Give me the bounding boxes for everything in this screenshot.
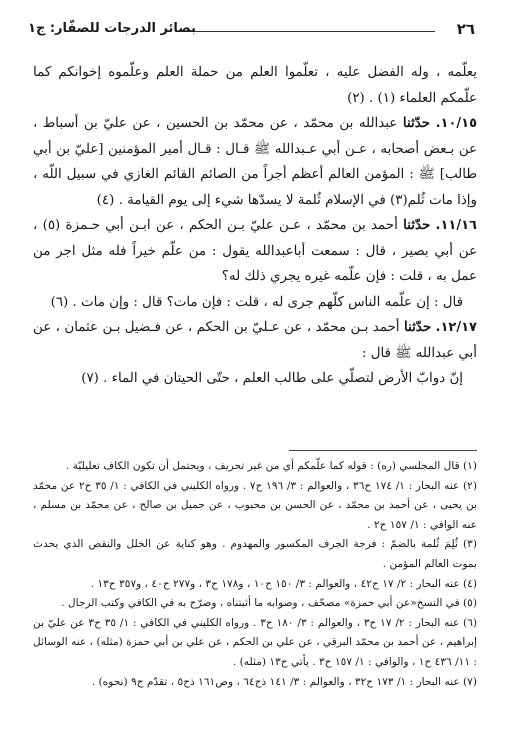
page-header: [28, 20, 475, 44]
hadith-tail: (٣) في الإسلام ثُلمة لا يسدّها شيء إلى يوم القيامة . (٤): [96, 192, 408, 208]
page-number: ٢٦: [456, 20, 475, 38]
footnotes: [33, 457, 477, 692]
hadith-16: [33, 213, 477, 290]
footnote: (١) قال المجلسي (ره) : قوله كما علّمكم أي من غير تحريف ، ويحتمل أن تكون الكاف تعليليّة .: [66, 460, 477, 472]
intro-text: يعلّمه ، وله الفضل عليه ، تعلّموا العلم من حملة العلم وعلّموه إخوانكم كما علّمكم العلماء: [33, 65, 477, 106]
footnote-separator: [289, 450, 477, 451]
hadith-number: ١١/١٦.: [435, 218, 477, 233]
footnote: (٣) ثُلِمَ ثُلمة بالضمّ : فرجة الجرف المكسور والمهدوم . وهو كناية عن الخلل والنقص الذي يحدث بموت العالم المؤمن .: [33, 538, 477, 570]
hadith-keyword: حدّثنا: [403, 217, 431, 233]
hadith-text: أحمد بـن محمّد ، عن عـليّ بن الحكم ، عن فـضيل بـن عثمان ، عن أبي عبدالله ﷺ قال :: [33, 320, 477, 361]
footnote: (٤) عنه البحار : ٢/ ١٧ ح٤٢ ، والعوالم : ٣/ ١٥٠ ح١٠ ، و١٧٨ ح٣ ، و٢٧٧ ح٤٠ ، و٣٥٧ ح١٣ .: [90, 577, 477, 590]
footnote: (٢) عنه البحار : ١/ ١٧٤ ح٣٦ ، والعوالم : ٣/ ١٩٦ ح٧ . ورواه الكليني في الكافي : ١/ ٣٥ ح٢ عن محمّد بن يحيى ، عن أحمد بن محمّد ، عن الحسن بن محبوب ، عن جميل بن صالح ، عن محمّد بن مسلم ، عنه الوافي : ١/ ١٥٧ ح٢ .: [33, 479, 478, 531]
intro-paragraph: [33, 60, 477, 111]
hadith-text: أحمد بن محمّد ، عـن عليّ بـن الحكم ، عن ابـن أبي حـمزة (٥) ، عن أبي بصير ، قال : سمعت أباعبدالله يقول : من علّم خيراً فله مثل اجر من عمل به ، قلت : فإن علّمه غيره يجري ذلك له؟: [33, 218, 477, 284]
hadith-17-quote: إنّ دوابّ الأرض لتصلّي على طالب العلم ، حتّى الحيتان في الماء . (٧): [81, 371, 463, 386]
hadith-number: ١٢/١٧.: [435, 320, 477, 335]
main-text: [33, 60, 477, 392]
footnote: (٥) في النسخ«عن أبي حمزة» مصحّف ، وصوابه ما أثبتناه ، وصرّح به في الكافي وكتب الرجال .: [61, 597, 477, 610]
hadith-17: [33, 315, 477, 366]
hadith-15: [33, 111, 477, 213]
footnote: (٧) عنه البحار : ١/ ١٧٣ ح٣٢ ، والعوالم : ٣/ ١٤١ ذح٦٤ ، وص١٦١ ذح٥ ، تقدّم ح٩ (نحوه) .: [91, 675, 477, 688]
intro-footnote-marks: (١) . (٢): [347, 90, 396, 106]
header-rule: [178, 31, 435, 32]
footnote: (٦) عنه البحار : ٢/ ١٧ ح٣ ، والعوالم : ٣/ ١٨٠ ح٣ . ورواه الكليني في الكافي : ١/ ٣٥ ح٣ عن عليّ بن إبراهيم ، عن أحمد بن محمّد البرقي ، عن علي بن الحكم ، عن علي بن أبي حمزة (مثله) ، عنه الوسائل : ١١/ ٤٣٦ ح١ ، والوافي : ١/ ١٥٧ ح٣ . يأتي ح١٣ (مثله) .: [33, 616, 478, 668]
running-title: بصائر الدرجات للصفّار: ج١: [28, 21, 196, 36]
hadith-16-continuation: قال : إن علّمه الناس كلّهم جرى له ، قلت : فإن مات؟ قال : وإن مات . (٦): [50, 294, 463, 310]
hadith-number: ١٠/١٥.: [435, 116, 478, 131]
hadith-keyword: حدّثنا: [403, 319, 432, 335]
hadith-keyword: حدّثنا: [402, 115, 431, 131]
hadith-text: عبدالله بن محمّد ، عن محمّد بن الحسين ، عن عليّ بن أسباط ، عن بـعض أصحابه ، عـن أبي عـبدالله ﷺ قـال : قـال أمير المؤمنين [عليّ بن أبي طالب] ﷺ : المؤمن العالم أعظم أجراً من الصائم القائم الغازي في سبيل اللّه ، وإذا مات ثُلم: [33, 116, 477, 208]
